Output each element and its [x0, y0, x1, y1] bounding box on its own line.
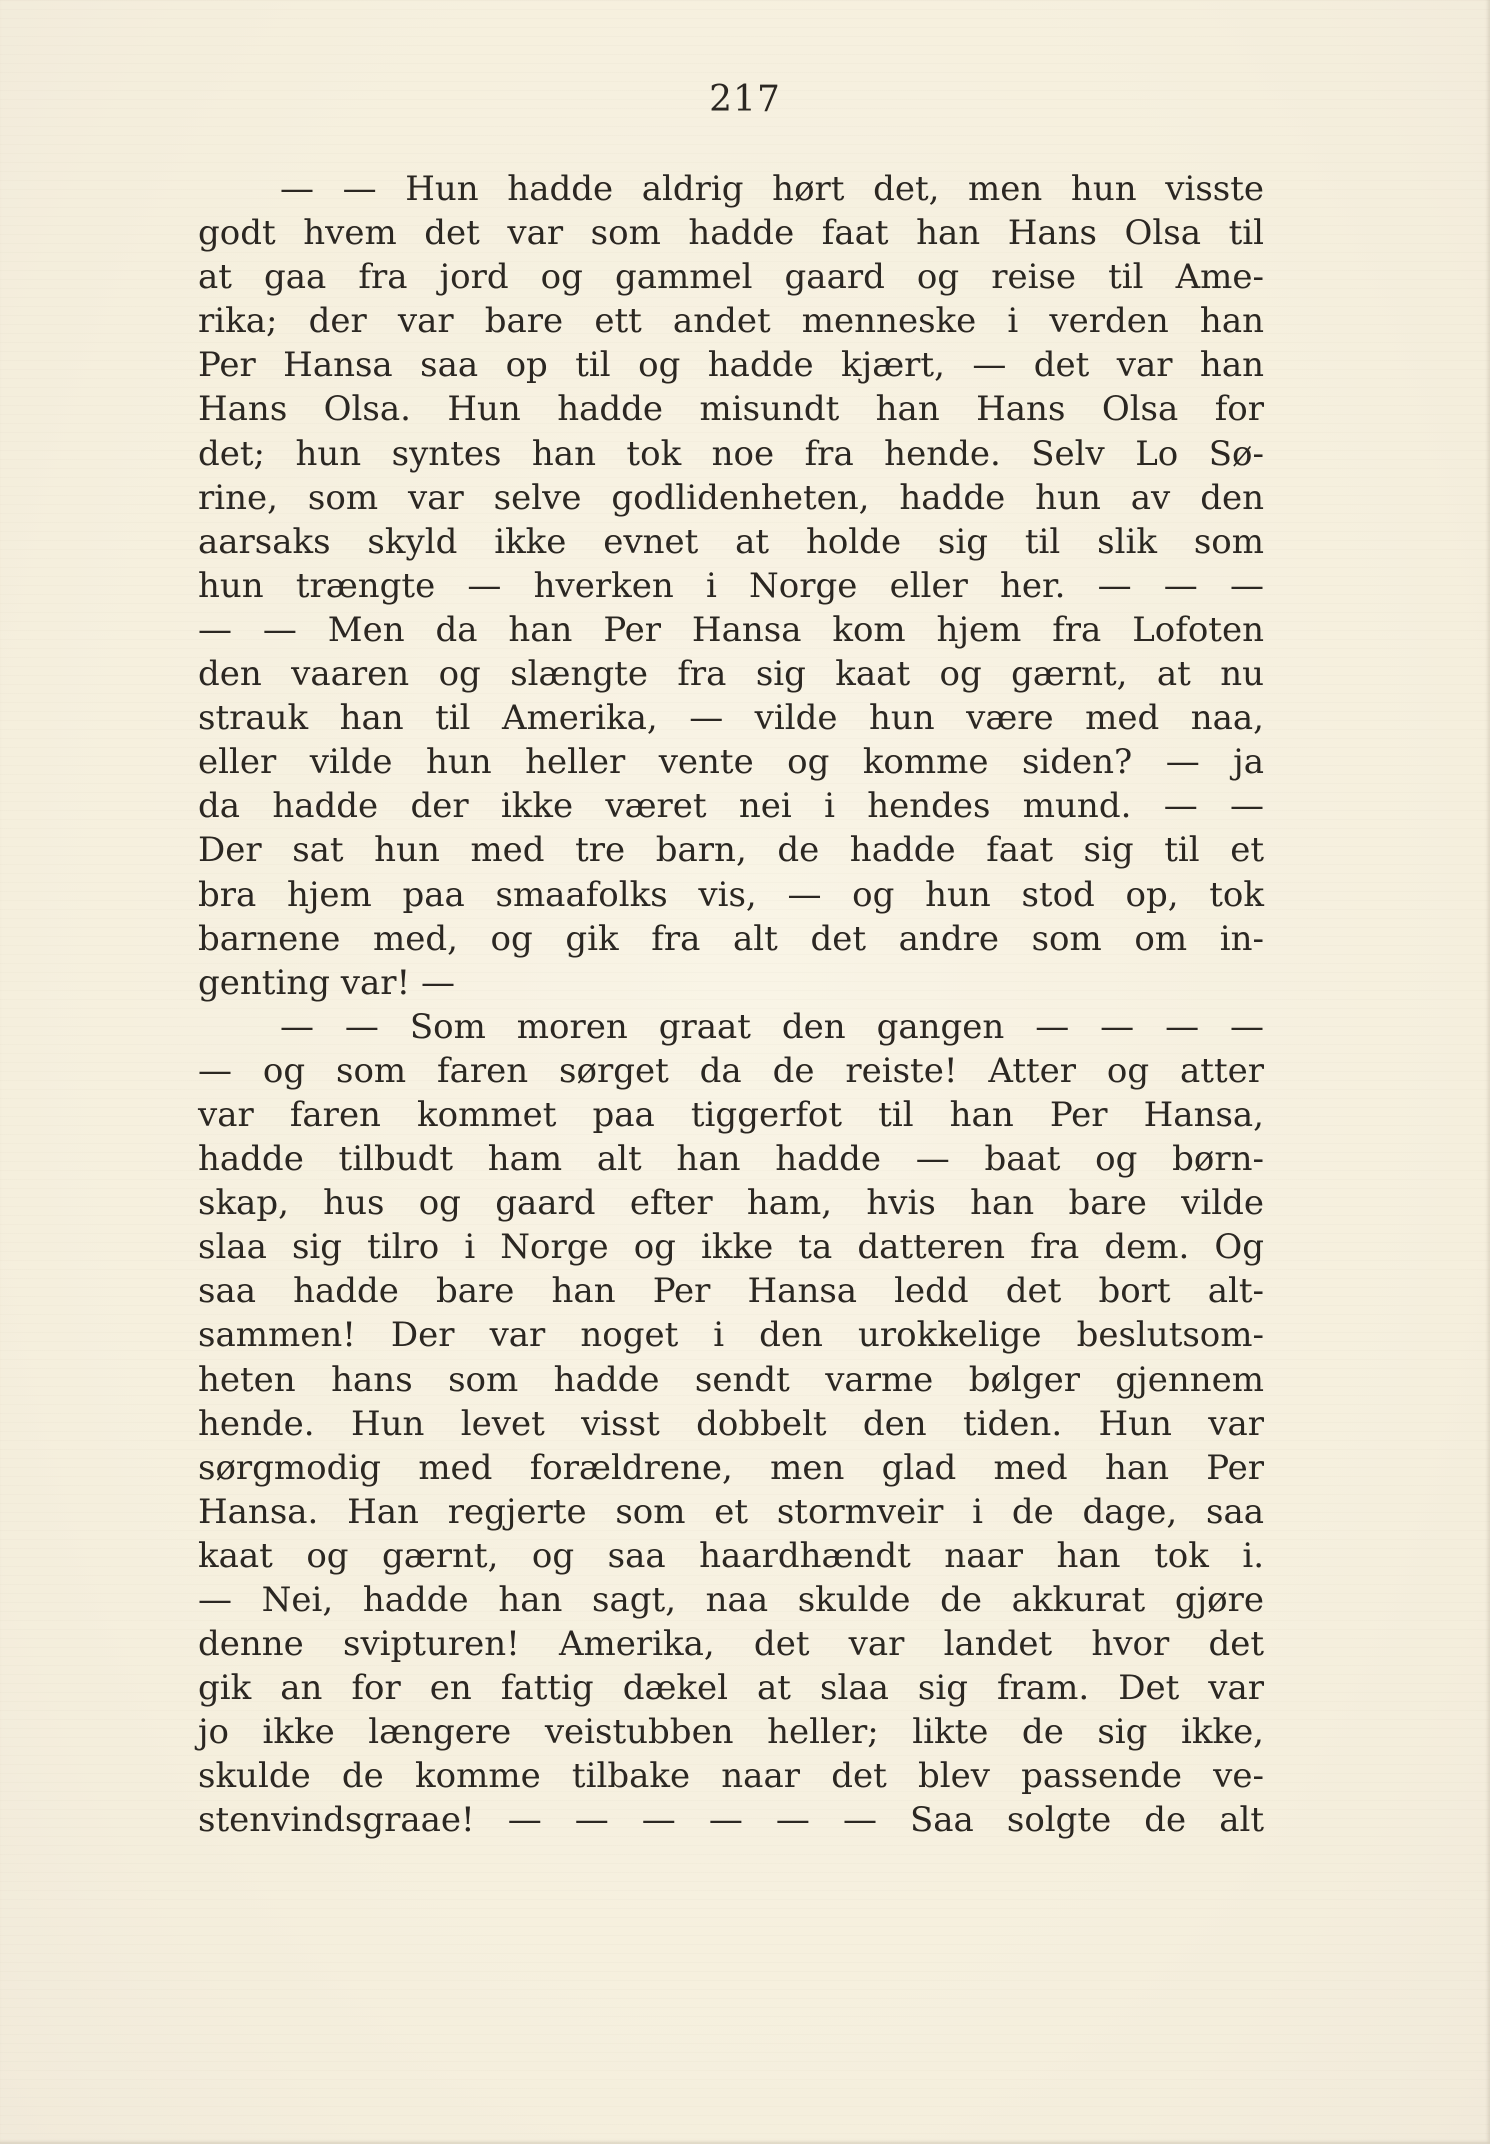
text-line: godt hvem det var som hadde faat han Hans Olsa til — [198, 213, 1264, 254]
text-line: stenvindsgraae! — — — — — — Saa solgte de alt — [198, 1800, 1264, 1841]
text-line: slaa sig tilro i Norge og ikke ta datteren fra dem. Og — [198, 1227, 1264, 1268]
text-line: kaat og gærnt, og saa haardhændt naar han tok i. — [198, 1535, 1264, 1576]
text-line: bra hjem paa smaafolks vis, — og hun stod op, tok — [198, 874, 1264, 915]
text-line: saa hadde bare han Per Hansa ledd det bort alt- — [198, 1271, 1264, 1312]
text-line: Per Hansa saa op til og hadde kjært, — det var han — [198, 345, 1264, 386]
text-line: genting var! — — [198, 962, 455, 1003]
text-line: heten hans som hadde sendt varme bølger gjennem — [198, 1359, 1264, 1400]
text-line: jo ikke længere veistubben heller; likte de sig ikke, — [198, 1712, 1264, 1753]
text-line: — — Som moren graat den gangen — — — — — [280, 1006, 1264, 1047]
text-line: gik an for en fattig dækel at slaa sig fram. Det var — [198, 1668, 1264, 1709]
text-line: skap, hus og gaard efter ham, hvis han bare vilde — [198, 1183, 1264, 1224]
text-line: det; hun syntes han tok noe fra hende. Selv Lo Sø- — [198, 433, 1264, 474]
text-line: hende. Hun levet visst dobbelt den tiden. Hun var — [198, 1403, 1264, 1444]
text-line: sammen! Der var noget i den urokkelige beslutsom- — [198, 1315, 1264, 1356]
text-line: var faren kommet paa tiggerfot til han Per Hansa, — [198, 1094, 1264, 1135]
text-line: barnene med, og gik fra alt det andre som om in- — [198, 918, 1264, 959]
text-line: — — Men da han Per Hansa kom hjem fra Lofoten — [198, 609, 1264, 650]
text-line: at gaa fra jord og gammel gaard og reise til Ame- — [198, 257, 1264, 298]
text-line: aarsaks skyld ikke evnet at holde sig til slik som — [198, 521, 1264, 562]
text-line: sørgmodig med forældrene, men glad med han Per — [198, 1447, 1264, 1488]
text-line: denne svipturen! Amerika, det var landet hvor det — [198, 1624, 1264, 1665]
text-line: rika; der var bare ett andet menneske i verden han — [198, 301, 1264, 342]
text-line: hun trængte — hverken i Norge eller her. — — — — [198, 565, 1264, 606]
body-text — [198, 167, 1264, 1843]
text-line: Der sat hun med tre barn, de hadde faat sig til et — [198, 830, 1264, 871]
text-line: den vaaren og slængte fra sig kaat og gærnt, at nu — [198, 654, 1264, 695]
text-line: rine, som var selve godlidenheten, hadde hun av den — [198, 477, 1264, 518]
scan-margin — [1490, 0, 1504, 2152]
text-line: — — Hun hadde aldrig hørt det, men hun visste — [280, 169, 1264, 209]
text-line: strauk han til Amerika, — vilde hun være med naa, — [198, 698, 1264, 739]
text-line: — og som faren sørget da de reiste! Atter og atter — [198, 1050, 1264, 1091]
text-line: skulde de komme tilbake naar det blev passende ve- — [198, 1756, 1264, 1797]
text-line: hadde tilbudt ham alt han hadde — baat og børn- — [198, 1139, 1264, 1180]
text-line: Hans Olsa. Hun hadde misundt han Hans Olsa for — [198, 389, 1264, 430]
text-line: eller vilde hun heller vente og komme siden? — ja — [198, 742, 1264, 783]
text-line: da hadde der ikke været nei i hendes mund. — — — [198, 786, 1264, 827]
text-line: — Nei, hadde han sagt, naa skulde de akkurat gjøre — [198, 1580, 1264, 1620]
page-number: 217 — [709, 79, 781, 120]
text-line: Hansa. Han regjerte som et stormveir i de dage, saa — [198, 1491, 1264, 1532]
